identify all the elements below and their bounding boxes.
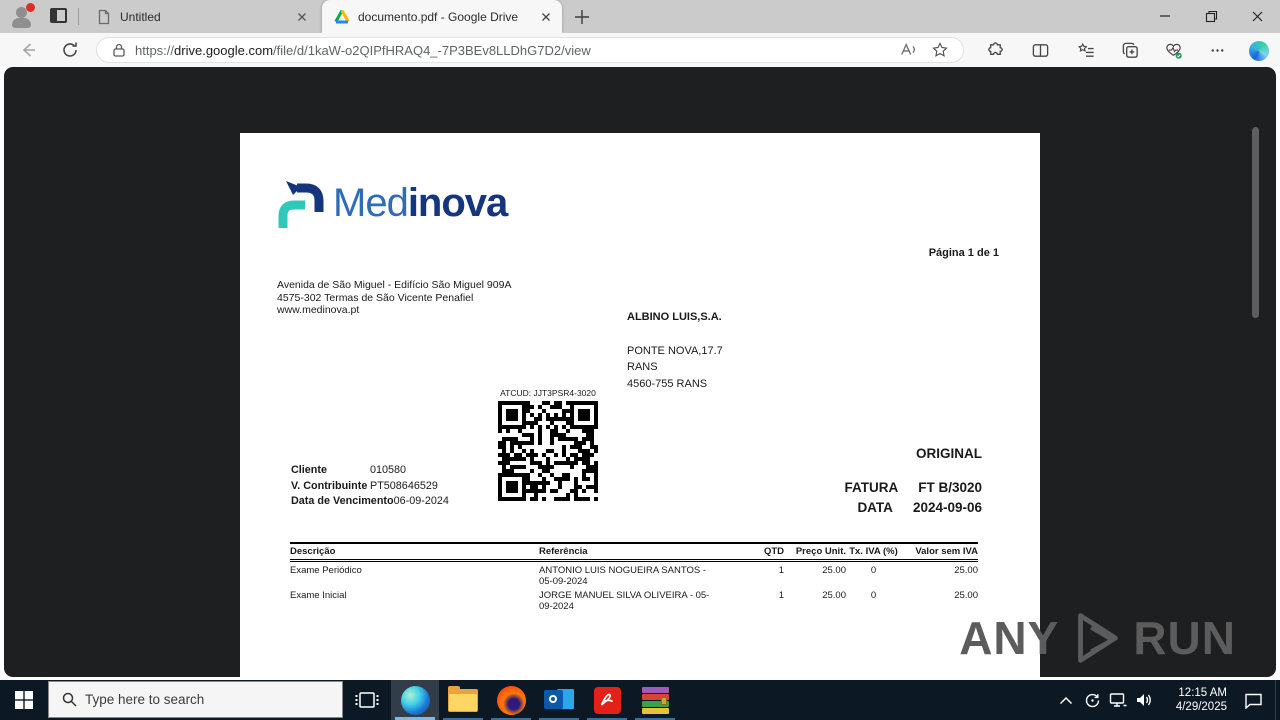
volume-tray-button[interactable] xyxy=(1131,680,1157,720)
anyrun-watermark xyxy=(959,607,1236,669)
taskbar-file-explorer[interactable] xyxy=(439,680,487,720)
table-header-row xyxy=(290,542,978,562)
settings-more-icon[interactable] xyxy=(1208,41,1227,60)
file-explorer-icon xyxy=(448,689,478,712)
minimize-button[interactable] xyxy=(1142,0,1188,32)
col-header-descricao: Descrição xyxy=(290,546,336,557)
avatar-body xyxy=(12,18,31,28)
cell-valor: 25.00 xyxy=(954,590,978,601)
col-header-valor: Valor sem IVA xyxy=(915,546,978,557)
medinova-logo xyxy=(273,177,507,229)
system-tray xyxy=(1053,680,1280,720)
cell-referencia-text: ANTONIO LUIS NOGUEIRA SANTOS - 05-09-2024 xyxy=(539,565,706,587)
client-field-value: 010580 xyxy=(370,464,407,476)
cell-iva: 0 xyxy=(870,565,877,576)
browser-essentials-icon[interactable] xyxy=(1164,41,1183,60)
acrobat-icon xyxy=(594,687,621,714)
split-screen-icon[interactable] xyxy=(1031,41,1050,60)
search-icon xyxy=(62,692,77,707)
notification-dot xyxy=(26,3,35,12)
cell-preco: 25.00 xyxy=(822,565,846,576)
qr-code xyxy=(498,401,598,501)
invoice-date-value: 2024-09-06 xyxy=(912,500,982,515)
play-icon xyxy=(1065,607,1127,669)
start-button[interactable] xyxy=(0,680,48,720)
sync-tray-button[interactable] xyxy=(1079,680,1105,720)
url-domain: drive.google.com xyxy=(174,42,274,58)
back-icon[interactable] xyxy=(18,40,38,60)
url-text xyxy=(135,43,899,58)
page-indicator: Página 1 de 1 xyxy=(928,247,999,259)
task-view-button[interactable] xyxy=(343,680,391,720)
outlook-icon xyxy=(544,687,574,713)
close-icon xyxy=(1251,10,1264,23)
favorite-star-icon[interactable] xyxy=(931,41,949,59)
company-address xyxy=(277,279,511,317)
cell-valor: 25.00 xyxy=(954,565,978,576)
chevron-up-icon xyxy=(1059,696,1073,705)
read-aloud-icon[interactable] xyxy=(899,41,917,59)
show-desktop-button[interactable] xyxy=(1275,680,1280,720)
tab-label: Untitled xyxy=(120,9,161,24)
atcud-label: ATCUD: JJT3PSR4-3020 xyxy=(500,388,596,398)
restore-button[interactable] xyxy=(1188,0,1234,32)
invoice-date-line xyxy=(857,500,982,515)
action-center-icon xyxy=(1244,692,1263,709)
close-icon[interactable] xyxy=(294,9,310,25)
winrar-icon xyxy=(642,687,669,714)
company-address-line: 4575-302 Termas de São Vicente Penafiel xyxy=(277,291,474,304)
clock-date: 4/29/2025 xyxy=(1175,701,1227,713)
invoice-date-label: DATA xyxy=(857,500,893,515)
cell-referencia xyxy=(539,590,739,612)
tab-documento-pdf[interactable] xyxy=(322,0,562,33)
col-header-referencia: Referência xyxy=(539,546,588,557)
tab-label: documento.pdf - Google Drive xyxy=(358,9,519,24)
original-label: ORIGINAL xyxy=(916,446,982,461)
volume-icon xyxy=(1135,692,1153,708)
cell-referencia xyxy=(539,565,739,587)
url-field[interactable] xyxy=(96,37,964,63)
customer-address-line: 4560-755 RANS xyxy=(627,377,708,390)
client-field-label: V. Contribuinte xyxy=(291,479,368,492)
invoice-table xyxy=(290,542,978,612)
taskbar-firefox[interactable] xyxy=(487,680,535,720)
taskbar-winrar[interactable] xyxy=(631,680,679,720)
col-header-qtd: QTD xyxy=(763,546,784,557)
copilot-icon[interactable] xyxy=(1249,41,1269,61)
tab-bar xyxy=(0,0,1280,33)
company-website: www.medinova.pt xyxy=(277,304,360,316)
invoice-doc-label: FATURA xyxy=(844,480,899,495)
table-row xyxy=(290,562,978,587)
client-field-value: 06-09-2024 xyxy=(393,495,449,508)
invoice-number-line xyxy=(844,480,982,495)
client-field-value: PT508646529 xyxy=(370,479,438,492)
action-center-button[interactable] xyxy=(1231,680,1275,720)
taskbar-outlook[interactable] xyxy=(535,680,583,720)
task-view-icon xyxy=(355,690,379,710)
invoice-doc-value: FT B/3020 xyxy=(918,480,982,495)
network-icon xyxy=(1109,692,1127,708)
url-path: /file/d/1kaW-o2QIPfHRAQ4_-7P3BEv8LLDhG7D2/view xyxy=(273,42,591,58)
client-row xyxy=(291,479,449,495)
address-bar xyxy=(0,33,1280,67)
watermark-run: RUN xyxy=(1133,612,1236,664)
restore-icon xyxy=(1205,10,1218,23)
client-info xyxy=(291,463,449,510)
lock-icon[interactable] xyxy=(113,43,125,57)
customer-address-line: PONTE NOVA,17.7 xyxy=(627,345,723,357)
customer-address xyxy=(627,343,723,392)
taskbar-edge[interactable] xyxy=(391,680,439,720)
logo-part-light: Med xyxy=(333,180,408,225)
url-protocol: https:// xyxy=(135,42,175,58)
cell-descricao: Exame Periódico xyxy=(290,565,362,576)
cell-iva: 0 xyxy=(870,590,877,601)
new-tab-icon[interactable] xyxy=(572,7,592,27)
taskbar xyxy=(0,680,1280,720)
taskbar-clock[interactable] xyxy=(1157,686,1231,714)
medinova-logo-mark xyxy=(273,177,325,229)
col-header-preco: Preço Unit. xyxy=(795,546,846,557)
customer-address-line: RANS xyxy=(627,361,658,374)
clock-time: 12:15 AM xyxy=(1178,687,1227,699)
favorites-hub-icon[interactable] xyxy=(1077,41,1096,60)
extensions-icon[interactable] xyxy=(985,41,1004,60)
profile-avatar[interactable] xyxy=(10,5,34,29)
taskbar-search-input[interactable] xyxy=(48,681,343,718)
reload-icon[interactable] xyxy=(60,40,80,60)
cell-qtd: 1 xyxy=(778,565,784,576)
search-placeholder: Type here to search xyxy=(85,692,205,707)
minimize-icon xyxy=(1159,10,1171,22)
cell-descricao: Exame Inicial xyxy=(290,590,347,601)
vertical-scrollbar[interactable] xyxy=(1252,127,1259,318)
client-field-label: Data de Vencimento xyxy=(291,495,394,508)
tab-separator xyxy=(78,8,79,25)
close-window-button[interactable] xyxy=(1234,0,1280,32)
client-row xyxy=(291,494,449,510)
pdf-page xyxy=(240,133,1040,677)
medinova-logo-text xyxy=(333,181,507,226)
firefox-icon xyxy=(497,686,526,715)
pdf-viewer-content xyxy=(4,67,1276,677)
client-field-label: Cliente xyxy=(291,464,327,476)
workspaces-icon[interactable] xyxy=(50,8,67,23)
company-address-line: Avenida de São Miguel - Edifício São Miguel 909A xyxy=(277,279,512,291)
start-icon xyxy=(15,691,33,709)
client-row xyxy=(291,463,449,479)
drive-icon xyxy=(334,9,350,25)
duplicate-tab-icon[interactable] xyxy=(1121,41,1140,60)
col-header-iva: Tx. IVA (%) xyxy=(849,546,898,557)
close-icon[interactable] xyxy=(538,9,554,25)
taskbar-acrobat[interactable] xyxy=(583,680,631,720)
cell-preco: 25.00 xyxy=(822,590,846,601)
cell-referencia-text: JORGE MANUEL SILVA OLIVEIRA - 05-09-2024 xyxy=(539,590,710,612)
watermark-any: ANY xyxy=(959,612,1060,664)
tab-untitled[interactable] xyxy=(84,0,318,33)
network-tray-button[interactable] xyxy=(1105,680,1131,720)
edge-icon xyxy=(401,686,430,715)
table-row xyxy=(290,587,978,612)
hidden-icons-button[interactable] xyxy=(1053,680,1079,720)
customer-name: ALBINO LUIS,S.A. xyxy=(627,311,722,323)
sync-icon xyxy=(1084,692,1101,709)
cell-qtd: 1 xyxy=(778,590,784,601)
logo-part-bold: inova xyxy=(407,180,508,225)
page-icon xyxy=(96,9,112,25)
